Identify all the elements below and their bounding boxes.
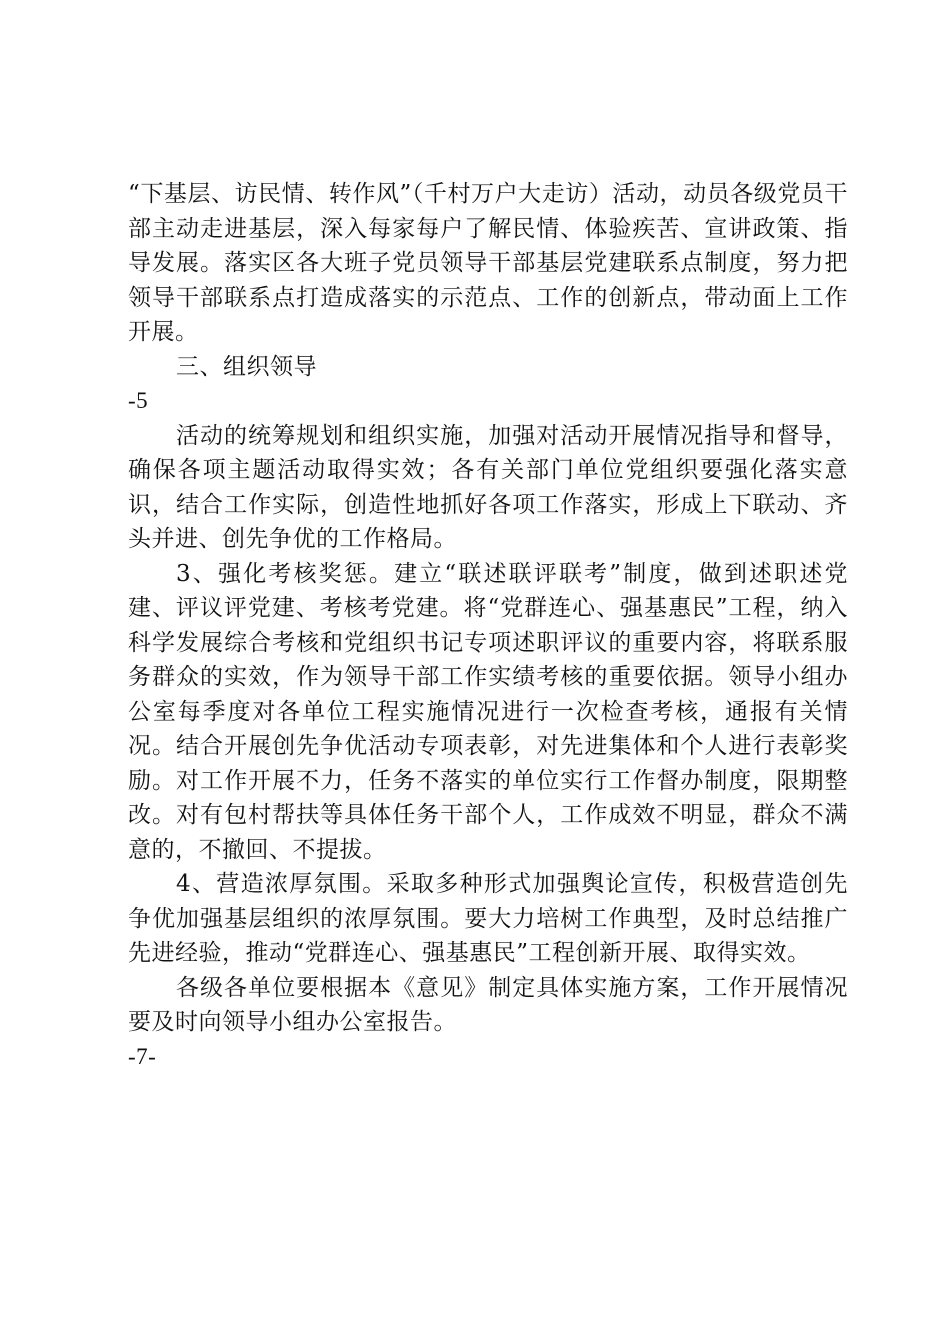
page-number-footer: -7-: [128, 1043, 157, 1069]
paragraph-activity-continuation: “下基层、访民情、转作风”（千村万户大走访）活动，动员各级党员干部主动走进基层，深入每家每户了解民情、体验疾苦、宣讲政策、指导发展。落实区各大班子党员领导干部基层党建联系点制度，努力把领导干部联系点打造成落实的示范点、工作的创新点，带动面上工作开展。: [128, 181, 848, 345]
paragraph-assessment: 3、强化考核奖惩。建立“联述联评联考”制度，做到述职述党建、评议评党建、考核考党建。将“党群连心、强基惠民”工程，纳入科学发展综合考核和党组织书记专项述职评议的重要内容，将联系服务群众的实效，作为领导干部工作实绩考核的重要依据。领导小组办公室每季度对各单位工程实施情况进行一次检查考核，通报有关情况。结合开展创先争优活动专项表彰，对先进集体和个人进行表彰奖励。对工作开展不力，任务不落实的单位实行工作督办制度，限期整改。对有包村帮扶等具体任务干部个人，工作成效不明显，群众不满意的，不撤回、不提拔。: [128, 560, 848, 863]
paragraph-implementation: 各级各单位要根据本《意见》制定具体实施方案，工作开展情况要及时向领导小组办公室报告。: [128, 974, 848, 1035]
page-number-marker: -5: [128, 388, 149, 413]
paragraph-atmosphere: 4、营造浓厚氛围。采取多种形式加强舆论宣传，积极营造创先争优加强基层组织的浓厚氛围。要大力培树工作典型，及时总结推广先进经验，推动“党群连心、强基惠民”工程创新开展、取得实效。: [128, 871, 848, 966]
section-heading-organization: 三、组织领导: [176, 353, 317, 380]
document-body: [128, 177, 848, 1074]
paragraph-organization: 活动的统筹规划和组织实施，加强对活动开展情况指导和督导，确保各项主题活动取得实效；各有关部门单位党组织要强化落实意识，结合工作实际，创造性地抓好各项工作落实，形成上下联动、齐头并进、创先争优的工作格局。: [128, 422, 848, 552]
